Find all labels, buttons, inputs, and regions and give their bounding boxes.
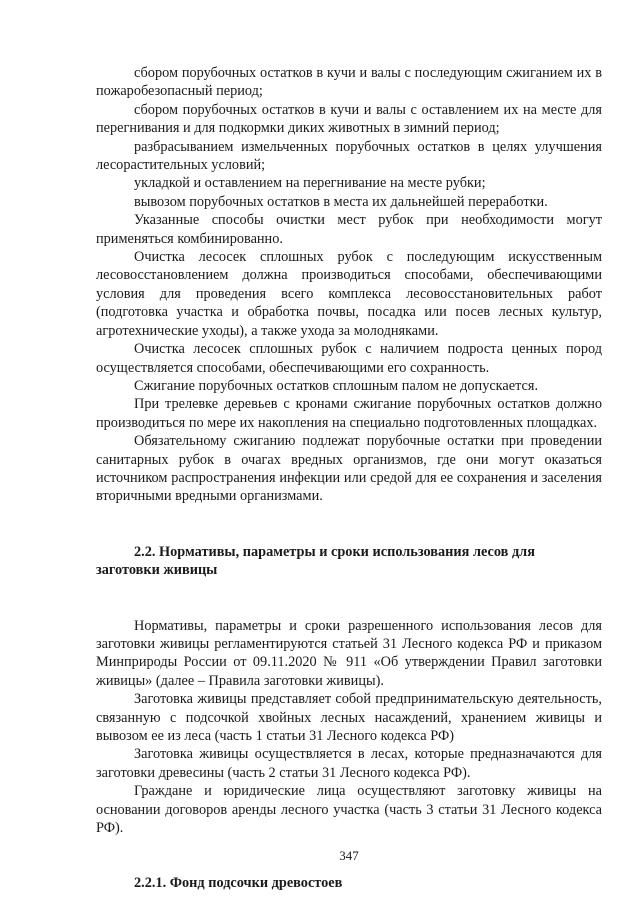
paragraph: При трелевке деревьев с кронами сжигание порубочных остатков должно производиться по мере их накопления на специально подготовленных площадках. xyxy=(96,396,602,431)
paragraph: Очистка лесосек сплошных рубок с последующим искусственным лесовосстановлением должна производиться способами, обеспечивающими условия для проведения всего комплекса лесовосстановительных работ (подготовка участка и обработка почвы, посадка или посев лесных культур, агротехнические уходы), а также ухода за молодняками. xyxy=(96,249,602,339)
paragraph: Очистка лесосек сплошных рубок с наличием подроста ценных пород осуществляется способами, обеспечивающими его сохранность. xyxy=(96,341,602,376)
paragraph: Граждане и юридические лица осуществляют заготовку живицы на основании договоров аренды лесного участка (часть 3 статьи 31 Лесного кодекса РФ). xyxy=(96,783,602,837)
paragraph: разбрасыванием измельченных порубочных остатков в целях улучшения лесорастительных условий; xyxy=(96,138,602,174)
paragraph: Заготовка живицы представляет собой предпринимательскую деятельность, связанную с подсочкой хвойных лесных насаждений, хранением живицы и вывозом ее из леса (часть 1 статьи 31 Лесного кодекса РФ) xyxy=(96,691,602,744)
paragraph: Заготовка живицы осуществляется в лесах, которые предназначаются для заготовки древесины (часть 2 статьи 31 Лесного кодекса РФ). xyxy=(96,746,602,781)
paragraph: сбором порубочных остатков в кучи и валы с последующим сжиганием их в пожаробезопасный период; xyxy=(96,65,602,100)
paragraph: Указанные способы очистки мест рубок при необходимости могут применяться комбинированно. xyxy=(96,212,602,247)
page-number: 347 xyxy=(339,848,359,863)
paragraph: сбором порубочных остатков в кучи и валы с оставлением их на месте для перегнивания и для подкормки диких животных в зимний период; xyxy=(96,101,602,137)
paragraph: Сжигание порубочных остатков сплошным палом не допускается. xyxy=(134,377,539,394)
subsection-heading: 2.2.1. Фонд подсочки древостоев xyxy=(134,875,343,892)
section-heading: 2.2. Нормативы, параметры и сроки использования лесов для заготовки живицы xyxy=(96,543,535,579)
paragraph: вывозом порубочных остатков в места их дальнейшей переработки. xyxy=(134,193,548,210)
paragraph: Нормативы, параметры и сроки разрешенного использования лесов для заготовки живицы регламентируются статьей 31 Лесного кодекса РФ и приказом Минприроды России от 09.11.2020 № 911 «Об утверждении Правил заготовки живицы» (далее – Правила заготовки живицы). xyxy=(96,617,602,689)
paragraph: Обязательному сжиганию подлежат порубочные остатки при проведении санитарных рубок в очагах вредных организмов, где они могут оказаться источником распространения инфекции или средой для ее сохранения и заселения вторичными вредными организмами. xyxy=(96,433,602,505)
paragraph: укладкой и оставлением на перегнивание на месте рубки; xyxy=(134,175,486,192)
